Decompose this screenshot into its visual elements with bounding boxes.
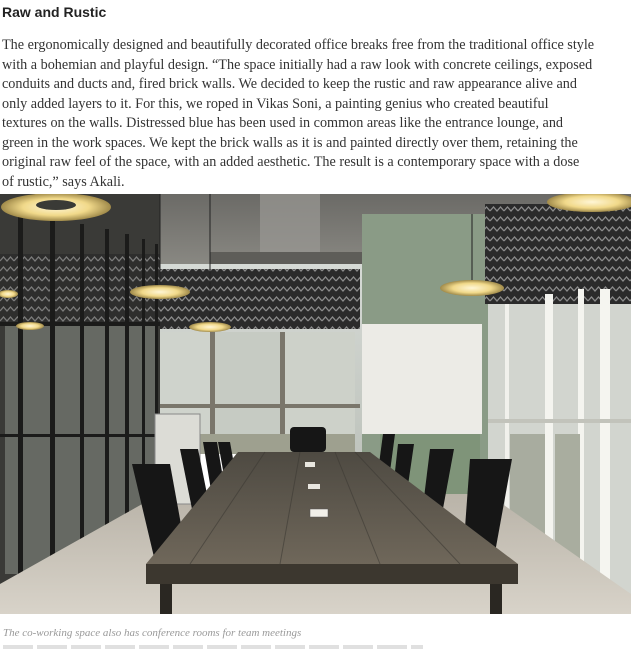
cut-off-text-line — [3, 645, 423, 649]
photo-caption: The co-working space also has conference rooms for team meetings — [3, 627, 302, 639]
paragraph-line: textures on the walls. Distressed blue has been used in common areas like the entrance lounge, and — [2, 115, 564, 131]
conference-room-photo — [0, 194, 631, 614]
paragraph-line: The ergonomically designed and beautifully decorated office breaks free from the traditional office style — [2, 37, 595, 53]
paragraph-line: with a bohemian and playful design. “The space initially had a raw look with concrete ceilings, exposed — [2, 56, 593, 73]
article-paragraph — [2, 36, 631, 192]
paragraph-line: original raw feel of the space, with an added aesthetic. The result is a contemporary space with a dose — [2, 154, 580, 170]
paragraph-line: green in the work spaces. We kept the brick walls as it is and painted directly over them, retaining the — [2, 134, 578, 151]
paragraph-line: conduits and ducts and, fired brick walls. We decided to keep the rustic and raw appearance alive and — [2, 76, 577, 92]
section-heading: Raw and Rustic — [2, 4, 107, 20]
paragraph-line: only added layers to it. For this, we roped in Vikas Soni, a painting genius who created beautiful — [2, 95, 549, 112]
paragraph-line: of rustic,” says Akali. — [2, 173, 125, 190]
